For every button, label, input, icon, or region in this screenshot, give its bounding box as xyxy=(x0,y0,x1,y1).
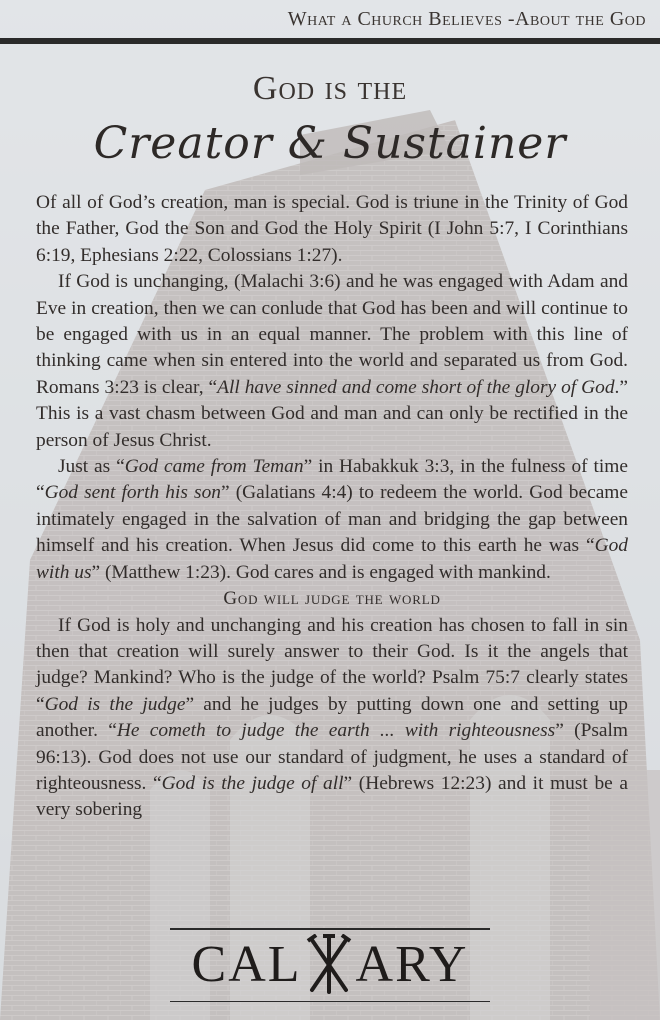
scripture-quote: God came from Teman xyxy=(124,456,304,478)
logo-text-left: CAL xyxy=(191,935,302,993)
paragraph-3 xyxy=(36,454,628,586)
paragraph-3-text-a: Just as “ xyxy=(58,456,125,478)
scripture-quote: God is the judge of all xyxy=(161,772,344,794)
paragraph-2 xyxy=(36,269,628,454)
section-subheading: God will judge the world xyxy=(223,588,441,610)
paragraph-4 xyxy=(36,613,628,824)
header-rule xyxy=(0,38,660,44)
article-body xyxy=(36,190,628,824)
scripture-quote: God is the judge xyxy=(44,693,186,715)
three-nails-icon xyxy=(304,934,354,994)
scripture-quote: All have sinned and come short of the glory of God xyxy=(217,376,615,398)
logo-text-right: ARY xyxy=(355,935,469,993)
paragraph-1-text: Of all of God’s creation, man is special. God is triune in the Trinity of God the Father, God the Son and God the Holy Spirit (I John 5:7, I Corinthians 6:19, Ephesians 2:22, Colossians 1:27). xyxy=(36,192,628,266)
paragraph-4-text-c: ” (Psalm 96:13). God does not use our standard of judgment, he uses a standard of righteousness. “ xyxy=(36,720,628,794)
logo-rule-bottom xyxy=(170,1001,490,1003)
paragraph-2-text-b: .” This is a vast chasm between God and man and can only be rectified in the person of Jesus Christ. xyxy=(36,376,629,451)
page-title-line2: Creator & Sustainer xyxy=(93,118,567,169)
paragraph-2-text-a: If God is unchanging, (Malachi 3:6) and he was engaged with Adam and Eve in creation, then we can conlude that God has been and will continue to be engaged with us in an equal manner. The problem with this line of thinking came when sin entered into the world and separated us from God. Romans 3:23 is clear, “ xyxy=(36,271,628,398)
section-header: What a Church Believes -About the God xyxy=(287,8,646,30)
paragraph-3-text-b: ” in Habakkuk 3:3, in the fulness of time “ xyxy=(36,456,628,504)
scripture-quote: God with us xyxy=(36,535,628,583)
logo-wordmark xyxy=(170,928,490,1000)
scripture-quote: He cometh to judge the earth ... with righteousness xyxy=(116,720,556,742)
scripture-quote: God sent forth his son xyxy=(44,482,221,504)
paragraph-4-text-b: ” and he judges by putting down one and setting up another. “ xyxy=(36,693,628,742)
paragraph-3-text-c: ” (Galatians 4:4) to redeem the world. God became intimately engaged in the salvation of man and bridging the gap between himself and his creation. When Jesus did come to this earth he was “ xyxy=(36,482,628,557)
paragraph-3-text-d: ” (Matthew 1:23). God cares and is engaged with mankind. xyxy=(91,561,551,583)
paragraph-1 xyxy=(36,190,628,269)
calvary-logo xyxy=(170,922,490,1006)
paragraph-4-text-a: If God is holy and unchanging and his creation has chosen to fall in sin then that creation will surely answer to their God. Is it the angels that judge? Mankind? Who is the judge of the world? Psalm 75:7 clearly states “ xyxy=(36,614,628,715)
paragraph-4-text-d: ” (Hebrews 12:23) and it must be a very sobering xyxy=(36,772,628,821)
page-title-line1: God is the xyxy=(252,70,408,107)
